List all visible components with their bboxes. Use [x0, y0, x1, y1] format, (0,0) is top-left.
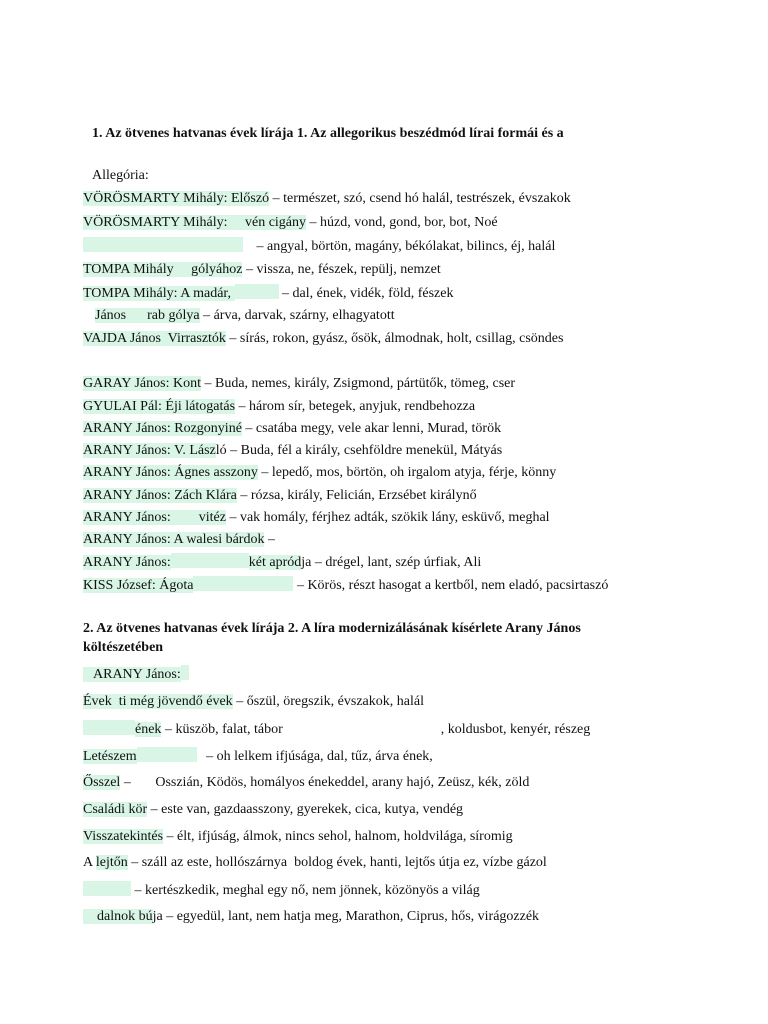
highlight-blank [171, 553, 249, 568]
list-item: KISS József: Ágota – Körös, részt hasogat a kertből, nem eladó, pacsirtaszó [83, 578, 609, 593]
highlighted-text: két apród [248, 555, 302, 570]
highlighted-text: Visszatekintés [83, 829, 164, 844]
highlighted-text: Évek ti még jövendő évek [83, 694, 233, 709]
list-item: – angyal, börtön, magány, békólakat, bilincs, éj, halál [83, 237, 555, 254]
highlighted-text: ARANY János: [83, 667, 181, 682]
list-item: ARANY János: vitéz – vak homály, férjhez adták, szökik lány, esküvő, meghal [83, 510, 550, 525]
section1-heading: 1. Az ötvenes hatvanas évek lírája 1. Az allegorikus beszédmód lírai formái és a [92, 126, 564, 141]
highlighted-text: ARANY János: Ágnes asszony [83, 465, 258, 480]
highlight-blank [83, 237, 243, 252]
list-item: ARANY János: Rozgonyiné – csatába megy, vele akar lenni, Murad, török [83, 421, 502, 436]
list-item: Letészem – oh lelkem ifjúsága, dal, tűz, árva ének, [83, 749, 433, 764]
highlight-blank [83, 881, 131, 896]
highlighted-text: ARANY János: V. Lász [83, 443, 216, 458]
list-item: ARANY János: Ágnes asszony – lepedő, mos, börtön, oh irgalom atyja, férje, könny [83, 465, 557, 480]
allegory-label: Allegória: [92, 168, 149, 183]
highlighted-text: Családi kör [83, 802, 148, 817]
list-item: ének – küszöb, falat, tábor , koldusbot, kenyér, részeg [83, 720, 590, 737]
list-item: Évek ti még jövendő évek – őszül, öregszik, évszakok, halál [83, 694, 424, 709]
list-item: ARANY János: két apródja – drégel, lant, szép úrfiak, Ali [83, 555, 482, 570]
list-item: ARANY János: A walesi bárdok – [83, 532, 275, 547]
highlighted-text: ének [135, 722, 162, 737]
highlighted-text: dalnok bú [83, 909, 153, 924]
highlighted-text: János rab gólya [95, 308, 200, 323]
list-item: ARANY János: Zách Klára – rózsa, király, Felicián, Erzsébet királynő [83, 488, 477, 503]
list-item: VÖRÖSMARTY Mihály: Előszó – természet, szó, csend hó halál, testrészek, évszakok [83, 191, 571, 206]
highlighted-text: ARANY János: vitéz [83, 510, 226, 525]
highlighted-text: ARANY János: [83, 555, 171, 570]
list-item: Családi kör – este van, gazdaasszony, gyerekek, cica, kutya, vendég [83, 802, 464, 817]
highlighted-text: TOMPA Mihály: A madár, [83, 286, 235, 301]
author-label [83, 665, 189, 682]
list-item: dalnok búja – egyedül, lant, nem hatja meg, Marathon, Ciprus, hős, virágozzék [83, 908, 539, 925]
list-item: GYULAI Pál: Éji látogatás – három sír, betegek, anyjuk, rendbehozza [83, 399, 476, 414]
section2-heading-cont: költészetében [83, 640, 164, 655]
highlighted-text: ARANY János: Zách Klára [83, 488, 237, 503]
highlighted-text: TOMPA Mihály gólyához [83, 262, 243, 277]
highlighted-text: GARAY János: Kont [83, 376, 201, 391]
list-item: TOMPA Mihály: A madár, – dal, ének, vidék, föld, fészek [83, 286, 454, 301]
list-item: VAJDA János Virrasztók – sírás, rokon, gyász, ősök, álmodnak, holt, csillag, csöndes [83, 331, 564, 346]
list-item: GARAY János: Kont – Buda, nemes, király, Zsigmond, pártütők, tömeg, cser [83, 376, 516, 391]
list-item: – kertészkedik, meghal egy nő, nem jönnek, közönyös a világ [83, 881, 480, 898]
highlighted-text: Letészem [83, 749, 137, 764]
list-item: TOMPA Mihály gólyához – vissza, ne, fészek, repülj, nemzet [83, 262, 441, 277]
highlight-blank [235, 284, 279, 299]
highlight-blank [137, 747, 197, 762]
list-item: VÖRÖSMARTY Mihály: vén cigány – húzd, vond, gond, bor, bot, Noé [83, 215, 498, 230]
list-item: János rab gólya – árva, darvak, szárny, elhagyatott [95, 308, 395, 323]
list-item: ARANY János: V. László – Buda, fél a király, csehföldre menekül, Mátyás [83, 443, 503, 458]
highlight-blank [193, 576, 293, 591]
highlighted-text: Ősszel [83, 775, 121, 790]
highlighted-text: VAJDA János Virrasztók [83, 331, 226, 346]
list-item: Visszatekintés – élt, ifjúság, álmok, nincs sehol, halnom, holdvilága, síromig [83, 829, 513, 844]
highlighted-text: VÖRÖSMARTY Mihály: vén cigány [83, 215, 307, 230]
list-item: Ősszel – Osszián, Ködös, homályos énekeddel, arany hajó, Zeüsz, kék, zöld [83, 775, 530, 790]
highlight-blank [83, 720, 135, 735]
list-item: A lejtőn – száll az este, hollószárnya boldog évek, hanti, lejtős útja ez, vízbe gázol [83, 855, 547, 870]
highlighted-text: ARANY János: Rozgonyiné [83, 421, 242, 436]
highlighted-text: GYULAI Pál: Éji látogatás [83, 399, 236, 414]
highlighted-text: VÖRÖSMARTY Mihály: Előszó [83, 191, 270, 206]
section2-heading: 2. Az ötvenes hatvanas évek lírája 2. A líra modernizálásának kísérlete Arany János [83, 621, 581, 636]
highlighted-text: ARANY János: A walesi bárdok [83, 532, 265, 547]
highlighted-text: KISS József: Ágota [83, 578, 194, 593]
highlighted-text: lejtőn [95, 855, 128, 870]
